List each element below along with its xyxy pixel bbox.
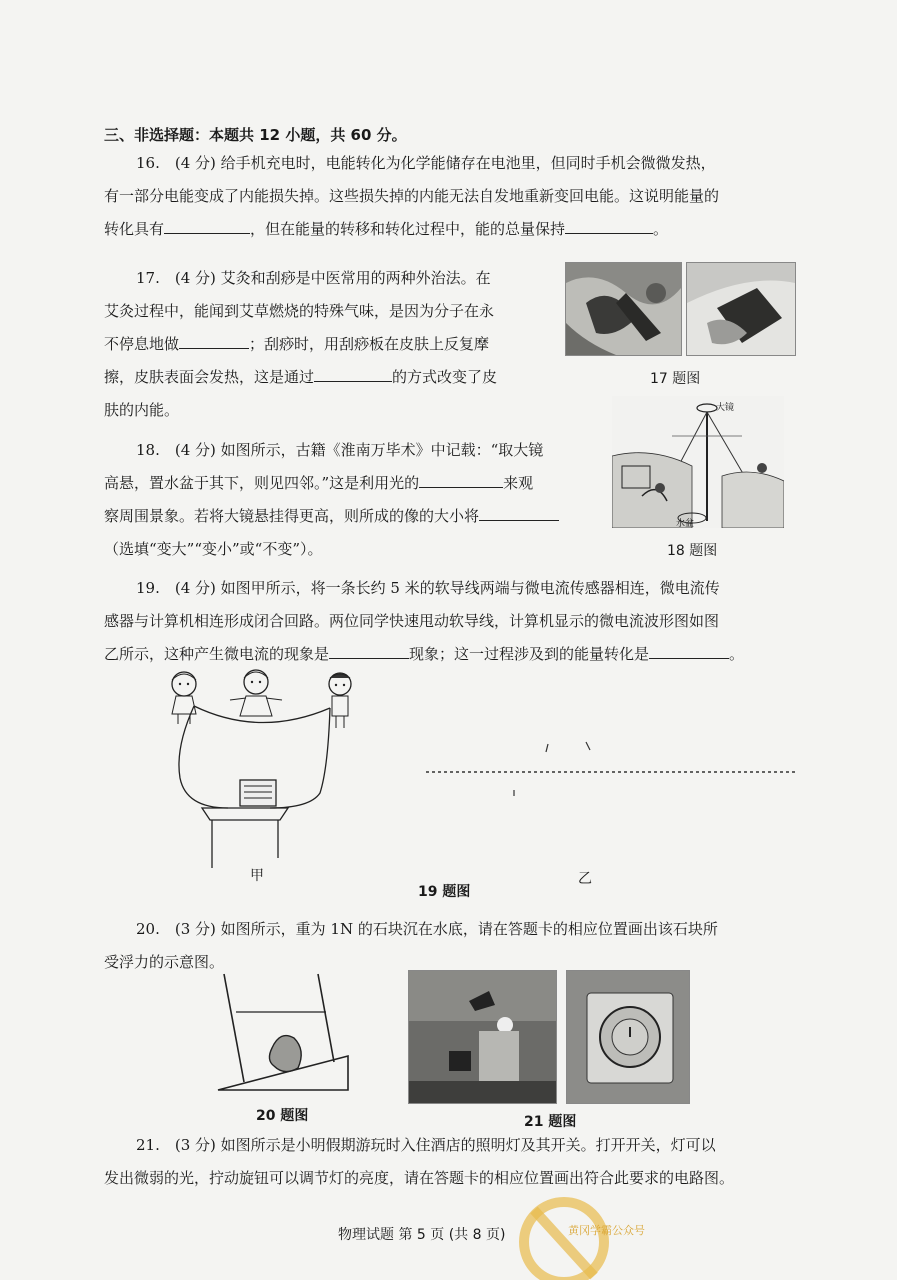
q18-illustration <box>612 396 784 528</box>
q18-line4: （选填“变大”“变小”或“不变”）。 <box>104 540 323 558</box>
q16-text-c: 。 <box>653 220 669 238</box>
q18-line1: 18. (4 分) 如图所示，古籍《淮南万毕术》中记载：“取大镜 <box>136 441 544 459</box>
q18-caption: 18 题图 <box>667 543 718 559</box>
q19-blank-2 <box>649 644 729 659</box>
watermark-text: 黄冈学霸公众号 <box>568 1224 645 1237</box>
q17-caption: 17 题图 <box>650 371 701 387</box>
q19-text-a: 乙所示，这种产生微电流的现象是 <box>104 645 330 663</box>
moxibustion-photo <box>565 262 682 356</box>
q16-blank-1 <box>164 219 250 234</box>
q16-text-a: 转化具有 <box>104 220 165 238</box>
q18-text-b: 来观 <box>503 474 534 492</box>
q21-line2: 发出微弱的光，拧动旋钮可以调节灯的亮度，请在答题卡的相应位置画出符合此要求的电路图。 <box>104 1169 735 1187</box>
q19-text-b: 现象；这一过程涉及到的能量转化是 <box>409 645 650 663</box>
q17-line5: 肤的内能。 <box>104 401 180 419</box>
q19-blank-1 <box>329 644 409 659</box>
q17-line4 <box>104 361 497 394</box>
q20-diagram <box>214 972 354 1094</box>
q17-text-b: ；刮痧时，用刮痧板在皮肤上反复摩 <box>249 335 490 353</box>
q19-text-c: 。 <box>729 645 745 663</box>
q17-line1: 17. (4 分) 艾灸和刮痧是中医常用的两种外治法。在 <box>136 269 491 287</box>
label-mirror: 大镜 <box>716 403 735 413</box>
q16-line3 <box>104 213 668 246</box>
q20-line2: 受浮力的示意图。 <box>104 953 225 971</box>
q18-line2 <box>104 467 533 500</box>
q19-diagram-jia <box>150 668 380 878</box>
q16-line1: 16. (4 分) 给手机充电时，电能转化为化学能储存在电池里，但同时手机会微微发热， <box>136 154 716 172</box>
guasha-photo <box>686 262 796 356</box>
page-footer: 物理试题 第 5 页 (共 8 页) <box>338 1227 506 1243</box>
q17-text-a: 不停息地做 <box>104 335 180 353</box>
section-title: 三、非选择题：本题共 12 小题，共 60 分。 <box>104 126 407 144</box>
hotel-lamp-photo <box>408 970 557 1104</box>
dimmer-switch-photo <box>566 970 690 1104</box>
label-jia: 甲 <box>250 868 264 884</box>
q20-line1: 20. (3 分) 如图所示，重为 1N 的石块沉在水底，请在答题卡的相应位置画出该石块所 <box>136 920 718 938</box>
q16-line2: 有一部分电能变成了内能损失掉。这些损失掉的内能无法自发地重新变回电能。这说明能量的 <box>104 187 720 205</box>
q17-blank-2 <box>314 367 392 382</box>
q21-caption: 21 题图 <box>524 1114 577 1130</box>
q17-text-d: 的方式改变了皮 <box>392 368 498 386</box>
q18-text-a: 高悬，置水盆于其下，则见四邻。”这是利用光的 <box>104 474 420 492</box>
label-basin: 水盆 <box>676 519 695 528</box>
q19-line2: 感器与计算机相连形成闭合回路。两位同学快速甩动软导线，计算机显示的微电流波形图如图 <box>104 612 720 630</box>
q16-blank-2 <box>565 219 653 234</box>
q19-diagram-yi <box>420 730 800 810</box>
q19-line1: 19. (4 分) 如图甲所示，将一条长约 5 米的软导线两端与微电流传感器相连，微电流传 <box>136 579 720 597</box>
q18-text-c: 察周围景象。若将大镜悬挂得更高，则所成的像的大小将 <box>104 507 480 525</box>
q18-blank-2 <box>479 506 559 521</box>
q18-line3 <box>104 500 559 533</box>
q17-line2: 艾灸过程中，能闻到艾草燃烧的特殊气味，是因为分子在永 <box>104 302 495 320</box>
q21-line1: 21. (3 分) 如图所示是小明假期游玩时入住酒店的照明灯及其开关。打开开关，灯可以 <box>136 1136 716 1154</box>
q17-line3 <box>104 328 489 361</box>
label-yi: 乙 <box>578 871 592 887</box>
q17-blank-1 <box>179 334 249 349</box>
q17-text-c: 擦，皮肤表面会发热，这是通过 <box>104 368 315 386</box>
q18-blank-1 <box>419 473 503 488</box>
q19-line3 <box>104 638 744 671</box>
q19-caption: 19 题图 <box>418 884 471 900</box>
q20-caption: 20 题图 <box>256 1108 309 1124</box>
q16-text-b: ，但在能量的转移和转化过程中，能的总量保持 <box>250 220 566 238</box>
